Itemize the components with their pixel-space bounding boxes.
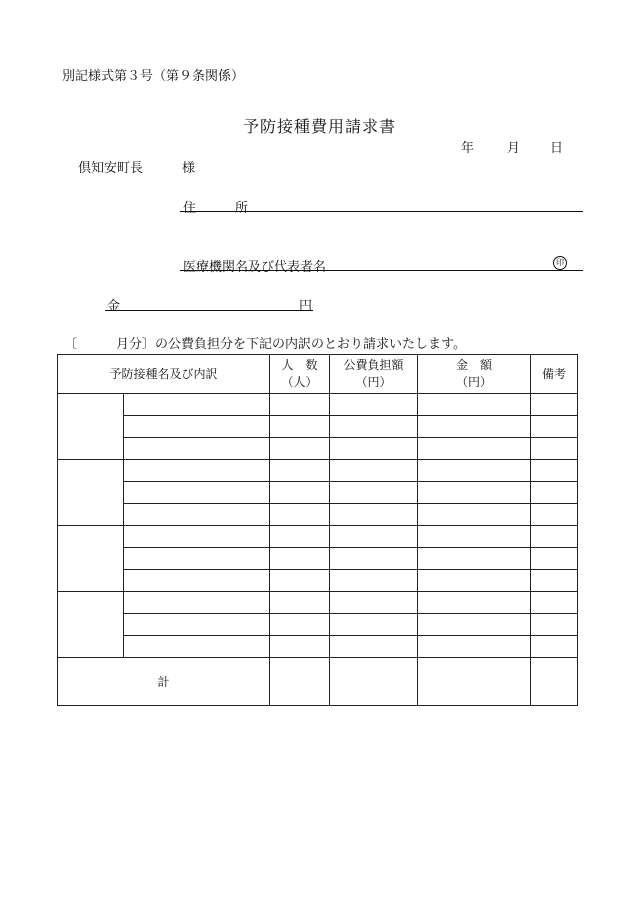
public-burden-cell[interactable] <box>330 636 418 658</box>
public-burden-cell[interactable] <box>330 592 418 614</box>
amount-cell[interactable] <box>418 394 531 416</box>
breakdown-cell[interactable] <box>124 614 270 636</box>
table-row <box>58 482 578 504</box>
table-row <box>58 526 578 548</box>
public-burden-cell[interactable] <box>330 504 418 526</box>
addressee: 倶知安町長 <box>78 161 144 176</box>
remarks-cell[interactable] <box>531 614 578 636</box>
breakdown-cell[interactable] <box>124 504 270 526</box>
amount-label: 金 <box>107 299 121 314</box>
breakdown-cell[interactable] <box>124 394 270 416</box>
amount-cell[interactable] <box>418 548 531 570</box>
people-cell[interactable] <box>270 460 330 482</box>
breakdown-cell[interactable] <box>124 482 270 504</box>
date-day-label: 日 <box>550 141 564 156</box>
total-remarks-cell[interactable] <box>531 658 578 706</box>
people-cell[interactable] <box>270 614 330 636</box>
amount-cell[interactable] <box>418 592 531 614</box>
public-burden-cell[interactable] <box>330 460 418 482</box>
remarks-cell[interactable] <box>531 504 578 526</box>
amount-unit: 円 <box>299 299 313 314</box>
breakdown-cell[interactable] <box>124 460 270 482</box>
address-line[interactable] <box>180 211 583 212</box>
people-cell[interactable] <box>270 636 330 658</box>
remarks-cell[interactable] <box>531 570 578 592</box>
remarks-cell[interactable] <box>531 592 578 614</box>
remarks-cell[interactable] <box>531 394 578 416</box>
breakdown-cell[interactable] <box>124 570 270 592</box>
table-row <box>58 394 578 416</box>
table-row <box>58 460 578 482</box>
total-amount-cell[interactable] <box>418 658 531 706</box>
form-reference: 別記様式第３号（第９条関係） <box>62 69 245 84</box>
table-row <box>58 416 578 438</box>
amount-cell[interactable] <box>418 460 531 482</box>
vaccine-name-cell[interactable] <box>58 460 124 526</box>
people-cell[interactable] <box>270 592 330 614</box>
total-row <box>58 658 578 706</box>
remarks-cell[interactable] <box>531 548 578 570</box>
addressee-honorific: 様 <box>182 161 196 176</box>
institution-line[interactable] <box>180 270 583 271</box>
total-label: 計 <box>58 658 270 706</box>
breakdown-cell[interactable] <box>124 636 270 658</box>
breakdown-cell[interactable] <box>124 438 270 460</box>
public-burden-cell[interactable] <box>330 614 418 636</box>
date-year-label: 年 <box>461 141 475 156</box>
table-header-row <box>58 355 578 394</box>
header-people: 人 数 （人） <box>270 355 330 394</box>
people-cell[interactable] <box>270 548 330 570</box>
header-vaccination-type: 予防接種名及び内訳 <box>58 355 270 394</box>
remarks-cell[interactable] <box>531 438 578 460</box>
vaccine-name-cell[interactable] <box>58 592 124 658</box>
total-public-burden-cell[interactable] <box>330 658 418 706</box>
document-title: 予防接種費用請求書 <box>243 117 397 136</box>
table-row <box>58 438 578 460</box>
amount-cell[interactable] <box>418 636 531 658</box>
amount-cell[interactable] <box>418 526 531 548</box>
table-row <box>58 592 578 614</box>
vaccine-name-cell[interactable] <box>58 394 124 460</box>
breakdown-cell[interactable] <box>124 526 270 548</box>
people-cell[interactable] <box>270 570 330 592</box>
public-burden-cell[interactable] <box>330 548 418 570</box>
header-public-burden: 公費負担額 （円） <box>330 355 418 394</box>
table-row <box>58 570 578 592</box>
header-remarks: 備考 <box>531 355 578 394</box>
amount-cell[interactable] <box>418 504 531 526</box>
amount-cell[interactable] <box>418 438 531 460</box>
institution-label: 医療機関名及び代表者名 <box>183 260 327 275</box>
remarks-cell[interactable] <box>531 526 578 548</box>
remarks-cell[interactable] <box>531 482 578 504</box>
breakdown-cell[interactable] <box>124 548 270 570</box>
amount-cell[interactable] <box>418 416 531 438</box>
amount-line[interactable] <box>105 310 313 311</box>
breakdown-cell[interactable] <box>124 416 270 438</box>
amount-cell[interactable] <box>418 570 531 592</box>
public-burden-cell[interactable] <box>330 394 418 416</box>
table-row <box>58 548 578 570</box>
remarks-cell[interactable] <box>531 460 578 482</box>
breakdown-table <box>57 354 578 706</box>
public-burden-cell[interactable] <box>330 416 418 438</box>
table-row <box>58 636 578 658</box>
table-row <box>58 504 578 526</box>
remarks-cell[interactable] <box>531 636 578 658</box>
request-statement: 〔 月分〕の公費負担分を下記の内訳のとおり請求いたします。 <box>64 337 466 352</box>
public-burden-cell[interactable] <box>330 482 418 504</box>
people-cell[interactable] <box>270 504 330 526</box>
public-burden-cell[interactable] <box>330 570 418 592</box>
people-cell[interactable] <box>270 482 330 504</box>
breakdown-cell[interactable] <box>124 592 270 614</box>
amount-cell[interactable] <box>418 482 531 504</box>
date-month-label: 月 <box>507 141 521 156</box>
header-amount: 金 額 （円） <box>418 355 531 394</box>
amount-cell[interactable] <box>418 614 531 636</box>
public-burden-cell[interactable] <box>330 438 418 460</box>
table-row <box>58 614 578 636</box>
address-label: 住 所 <box>183 201 249 216</box>
seal-mark: 印 <box>553 256 567 270</box>
public-burden-cell[interactable] <box>330 526 418 548</box>
total-people-cell[interactable] <box>270 658 330 706</box>
people-cell[interactable] <box>270 438 330 460</box>
people-cell[interactable] <box>270 416 330 438</box>
people-cell[interactable] <box>270 394 330 416</box>
people-cell[interactable] <box>270 526 330 548</box>
vaccine-name-cell[interactable] <box>58 526 124 592</box>
remarks-cell[interactable] <box>531 416 578 438</box>
